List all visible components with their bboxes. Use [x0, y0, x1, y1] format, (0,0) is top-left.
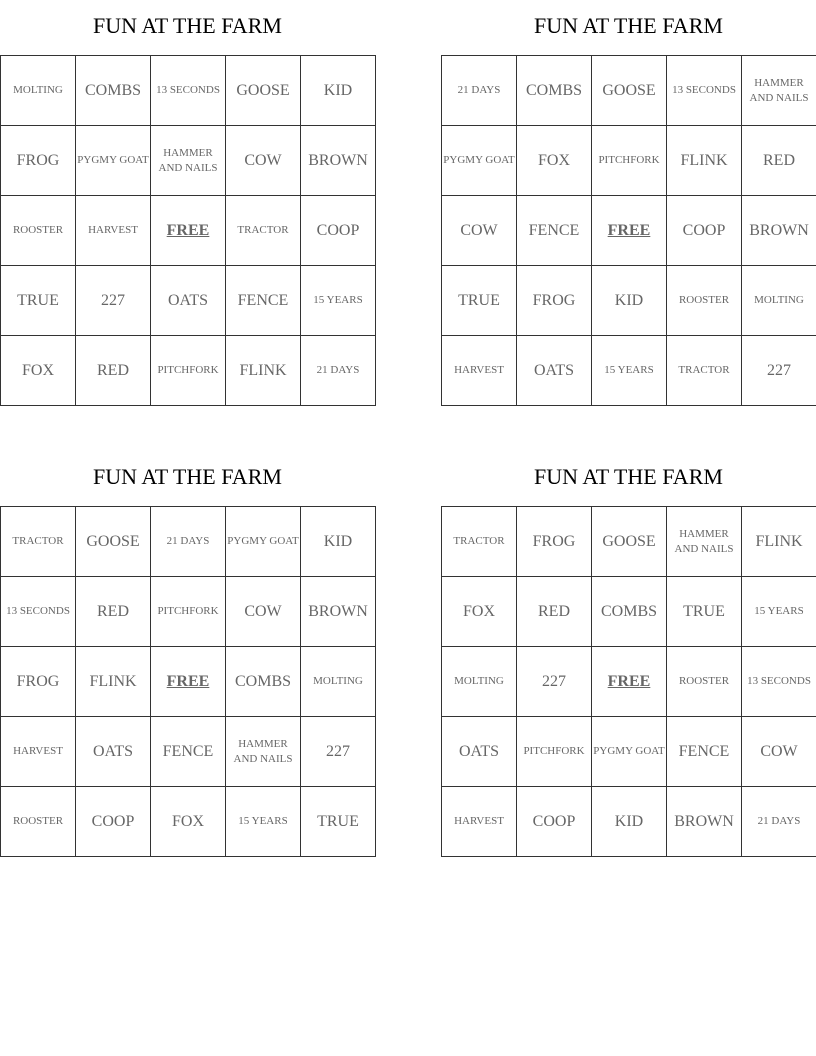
free-space-cell: FREE: [151, 647, 226, 717]
free-space-cell: FREE: [151, 196, 226, 266]
grid-row: [1, 56, 376, 126]
bingo-cell: COW: [226, 126, 301, 196]
bingo-cell: BROWN: [301, 577, 376, 647]
bingo-cell: KID: [301, 507, 376, 577]
bingo-cell: TRUE: [667, 577, 742, 647]
bingo-cell: TRUE: [301, 787, 376, 857]
bingo-cell: HAMMER AND NAILS: [667, 507, 742, 577]
bingo-cell: FENCE: [226, 266, 301, 336]
bingo-cell: FROG: [1, 126, 76, 196]
bingo-cell: 15 YEARS: [742, 577, 816, 647]
grid-row: [442, 787, 816, 857]
card-title: FUN AT THE FARM: [534, 464, 723, 489]
bingo-cell: FENCE: [151, 717, 226, 787]
bingo-cell: GOOSE: [226, 56, 301, 126]
bingo-cell: FROG: [1, 647, 76, 717]
bingo-cell: HARVEST: [442, 787, 517, 857]
bingo-cell: HAMMER AND NAILS: [151, 126, 226, 196]
bingo-cell: PYGMY GOAT: [592, 717, 667, 787]
bingo-cell: COOP: [301, 196, 376, 266]
bingo-cell: TRACTOR: [226, 196, 301, 266]
bingo-cell: 227: [517, 647, 592, 717]
bingo-cell: PITCHFORK: [517, 717, 592, 787]
bingo-cell: OATS: [151, 266, 226, 336]
bingo-cell: PYGMY GOAT: [226, 507, 301, 577]
bingo-cell: 21 DAYS: [301, 336, 376, 406]
bingo-cell: 227: [301, 717, 376, 787]
free-space-cell: FREE: [592, 196, 667, 266]
bingo-cell: 13 SECONDS: [667, 56, 742, 126]
bingo-cell: 21 DAYS: [151, 507, 226, 577]
bingo-cell: RED: [76, 577, 151, 647]
bingo-cell: FENCE: [667, 717, 742, 787]
bingo-cell: ROOSTER: [667, 647, 742, 717]
bingo-cell: COW: [226, 577, 301, 647]
grid-row: [442, 647, 816, 717]
bingo-cell: 13 SECONDS: [1, 577, 76, 647]
bingo-grid: [441, 506, 816, 857]
bingo-cell: KID: [592, 266, 667, 336]
bingo-cell: COOP: [667, 196, 742, 266]
bingo-cell: 13 SECONDS: [742, 647, 816, 717]
grid-row: [442, 336, 816, 406]
bingo-cell: TRACTOR: [667, 336, 742, 406]
grid-row: [1, 717, 376, 787]
bingo-cell: MOLTING: [442, 647, 517, 717]
bingo-cell: GOOSE: [76, 507, 151, 577]
bingo-cell: OATS: [442, 717, 517, 787]
grid-row: [442, 507, 816, 577]
bingo-cell: FROG: [517, 507, 592, 577]
bingo-cell: FOX: [442, 577, 517, 647]
bingo-cell: FLINK: [226, 336, 301, 406]
bingo-cell: GOOSE: [592, 56, 667, 126]
card-title: FUN AT THE FARM: [93, 464, 282, 489]
grid-row: [1, 787, 376, 857]
bingo-cell: PYGMY GOAT: [442, 126, 517, 196]
bingo-cell: BROWN: [667, 787, 742, 857]
bingo-cell: 15 YEARS: [301, 266, 376, 336]
bingo-cell: 15 YEARS: [226, 787, 301, 857]
bingo-cell: HARVEST: [76, 196, 151, 266]
bingo-cell: RED: [742, 126, 816, 196]
bingo-cell: COOP: [517, 787, 592, 857]
grid-row: [1, 266, 376, 336]
bingo-cell: ROOSTER: [1, 787, 76, 857]
bingo-cell: MOLTING: [1, 56, 76, 126]
bingo-cell: HARVEST: [1, 717, 76, 787]
card-title: FUN AT THE FARM: [93, 13, 282, 38]
bingo-cell: COMBS: [592, 577, 667, 647]
grid-row: [442, 717, 816, 787]
bingo-cell: BROWN: [301, 126, 376, 196]
bingo-cell: 15 YEARS: [592, 336, 667, 406]
bingo-cell: TRACTOR: [442, 507, 517, 577]
bingo-cell: 21 DAYS: [442, 56, 517, 126]
bingo-cell: OATS: [517, 336, 592, 406]
bingo-cell: COMBS: [517, 56, 592, 126]
bingo-cell: FLINK: [76, 647, 151, 717]
bingo-cell: 227: [76, 266, 151, 336]
card-title: FUN AT THE FARM: [534, 13, 723, 38]
bingo-cell: FOX: [151, 787, 226, 857]
bingo-cell: FOX: [517, 126, 592, 196]
bingo-cell: HAMMER AND NAILS: [226, 717, 301, 787]
bingo-cell: KID: [301, 56, 376, 126]
bingo-cell: COMBS: [226, 647, 301, 717]
grid-row: [442, 577, 816, 647]
bingo-cell: TRUE: [442, 266, 517, 336]
bingo-cell: RED: [517, 577, 592, 647]
bingo-cell: HARVEST: [442, 336, 517, 406]
free-space-cell: FREE: [592, 647, 667, 717]
bingo-cell: FROG: [517, 266, 592, 336]
bingo-cell: FOX: [1, 336, 76, 406]
bingo-cell: FLINK: [667, 126, 742, 196]
bingo-cell: 21 DAYS: [742, 787, 816, 857]
bingo-cell: PITCHFORK: [151, 336, 226, 406]
grid-row: [1, 336, 376, 406]
bingo-grid: [0, 55, 376, 406]
bingo-cell: BROWN: [742, 196, 816, 266]
bingo-cell: COW: [742, 717, 816, 787]
grid-row: [442, 126, 816, 196]
bingo-cell: FLINK: [742, 507, 816, 577]
bingo-cell: COMBS: [76, 56, 151, 126]
bingo-cell: TRACTOR: [1, 507, 76, 577]
bingo-cell: MOLTING: [742, 266, 816, 336]
bingo-grid: [0, 506, 376, 857]
bingo-cell: GOOSE: [592, 507, 667, 577]
bingo-cell: ROOSTER: [667, 266, 742, 336]
bingo-cell: KID: [592, 787, 667, 857]
grid-row: [1, 647, 376, 717]
bingo-cell: RED: [76, 336, 151, 406]
grid-row: [1, 507, 376, 577]
bingo-cell: PYGMY GOAT: [76, 126, 151, 196]
grid-row: [1, 126, 376, 196]
bingo-cell: COOP: [76, 787, 151, 857]
bingo-cell: MOLTING: [301, 647, 376, 717]
grid-row: [442, 196, 816, 266]
grid-row: [1, 577, 376, 647]
bingo-cell: OATS: [76, 717, 151, 787]
bingo-cell: 13 SECONDS: [151, 56, 226, 126]
bingo-cell: PITCHFORK: [151, 577, 226, 647]
bingo-cell: FENCE: [517, 196, 592, 266]
bingo-cell: COW: [442, 196, 517, 266]
grid-row: [442, 56, 816, 126]
grid-row: [1, 196, 376, 266]
bingo-cell: TRUE: [1, 266, 76, 336]
bingo-grid: [441, 55, 816, 406]
bingo-cell: ROOSTER: [1, 196, 76, 266]
grid-row: [442, 266, 816, 336]
bingo-cell: 227: [742, 336, 816, 406]
bingo-cell: PITCHFORK: [592, 126, 667, 196]
bingo-cell: HAMMER AND NAILS: [742, 56, 816, 126]
